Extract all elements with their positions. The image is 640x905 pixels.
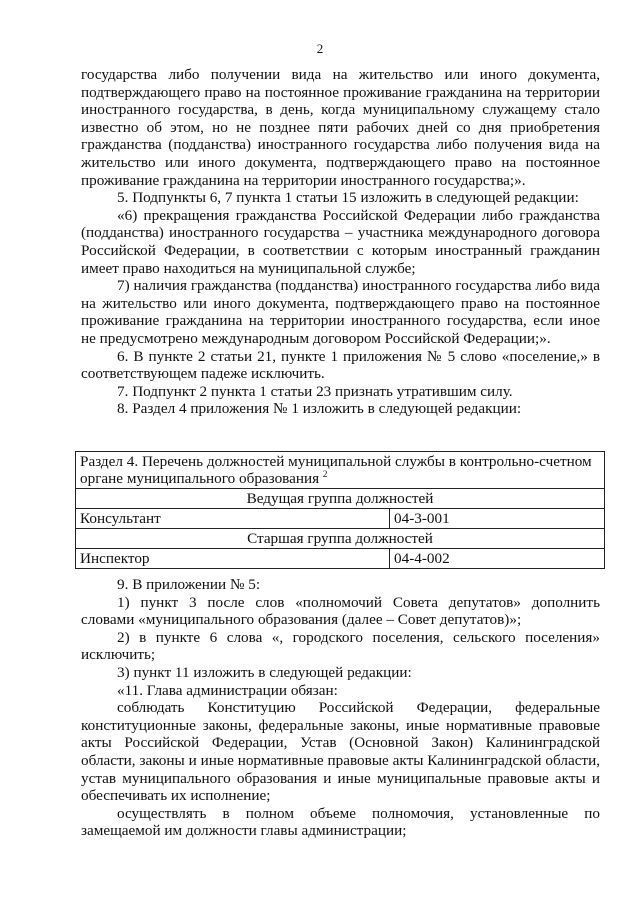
table-group-header: Старшая группа должностей [76, 529, 605, 549]
paragraph: 7. Подпункт 2 пункта 1 статьи 23 признать утратившим силу. [117, 382, 513, 400]
page-number: 2 [316, 41, 324, 56]
table-cell-code: 04-3-001 [390, 509, 605, 529]
paragraph: 7) наличия гражданства (подданства) иностранного государства либо вида на жительство или иного документа, подтверждающего право на постоянное проживание гражданина на территории иностранного государства, если иное не предусмотрено международным договором Российской Федерации;». [81, 277, 600, 347]
paragraph: государства либо получении вида на жительство или иного документа, подтверждающего право на постоянное проживание гражданина на территории иностранного государства, в день, когда муниципальному служащему стало известно об этом, но не позднее пяти рабочих дней со дня приобретения гражданства (подданства) иностранного государства либо получения вида на жительство или иного документа, подтверждающего право на постоянное проживание гражданина на территории иностранного государства;». [81, 66, 600, 189]
table-title: Раздел 4. Перечень должностей муниципальной службы в контрольно-счетном органе муниципального образования $^2$ [76, 452, 605, 489]
table-cell-position: Консультант [76, 509, 390, 529]
paragraph: «11. Глава администрации обязан: [117, 681, 338, 699]
table-row [76, 509, 605, 529]
paragraph: 5. Подпункты 6, 7 пункта 1 статьи 15 изложить в следующей редакции: [117, 189, 579, 207]
paragraph: 3) пункт 11 изложить в следующей редакции: [117, 663, 412, 681]
paragraph: 2) в пункте 6 слова «, городского поселения, сельского поселения» исключить; [81, 628, 600, 664]
table-cell-position: Инспектор [76, 549, 390, 569]
table-group-header: Ведущая группа должностей [76, 489, 605, 509]
paragraph: 9. В приложении № 5: [117, 576, 261, 593]
paragraph: 6. В пункте 2 статьи 21, пункте 1 приложения № 5 слово «поселение,» в соответствующем падеже исключить. [81, 347, 600, 383]
paragraph: «6) прекращения гражданства Российской Федерации либо гражданства (подданства) иностранного государства – участника международного договора Российской Федерации, в соответствии с которым иностранный гражданин имеет право находиться на муниципальной службе; [81, 206, 600, 277]
table-cell-code: 04-4-002 [390, 549, 605, 569]
paragraph: 1) пункт 3 после слов «полномочий Совета депутатов» дополнить словами «муниципального образования (далее – Совет депутатов)»; [81, 593, 600, 629]
table-row [76, 549, 605, 569]
positions-table [75, 451, 605, 569]
text-block-bottom [81, 576, 600, 840]
paragraph: осуществлять в полном объеме полномочия, установленные по замещаемой им должности главы администрации; [81, 804, 600, 840]
text-block-top [81, 66, 600, 418]
paragraph: 8. Раздел 4 приложения № 1 изложить в следующей редакции: [117, 400, 522, 418]
paragraph: соблюдать Конституцию Российской Федерации, федеральные конституционные законы, федеральные законы, иные нормативные правовые акты Российской Федерации, Устав (Основной Закон) Калининградской области, законы и иные нормативные правовые акты Калининградской области, устав муниципального образования и иные муниципальные правовые акты и обеспечивать их исполнение; [81, 699, 600, 805]
